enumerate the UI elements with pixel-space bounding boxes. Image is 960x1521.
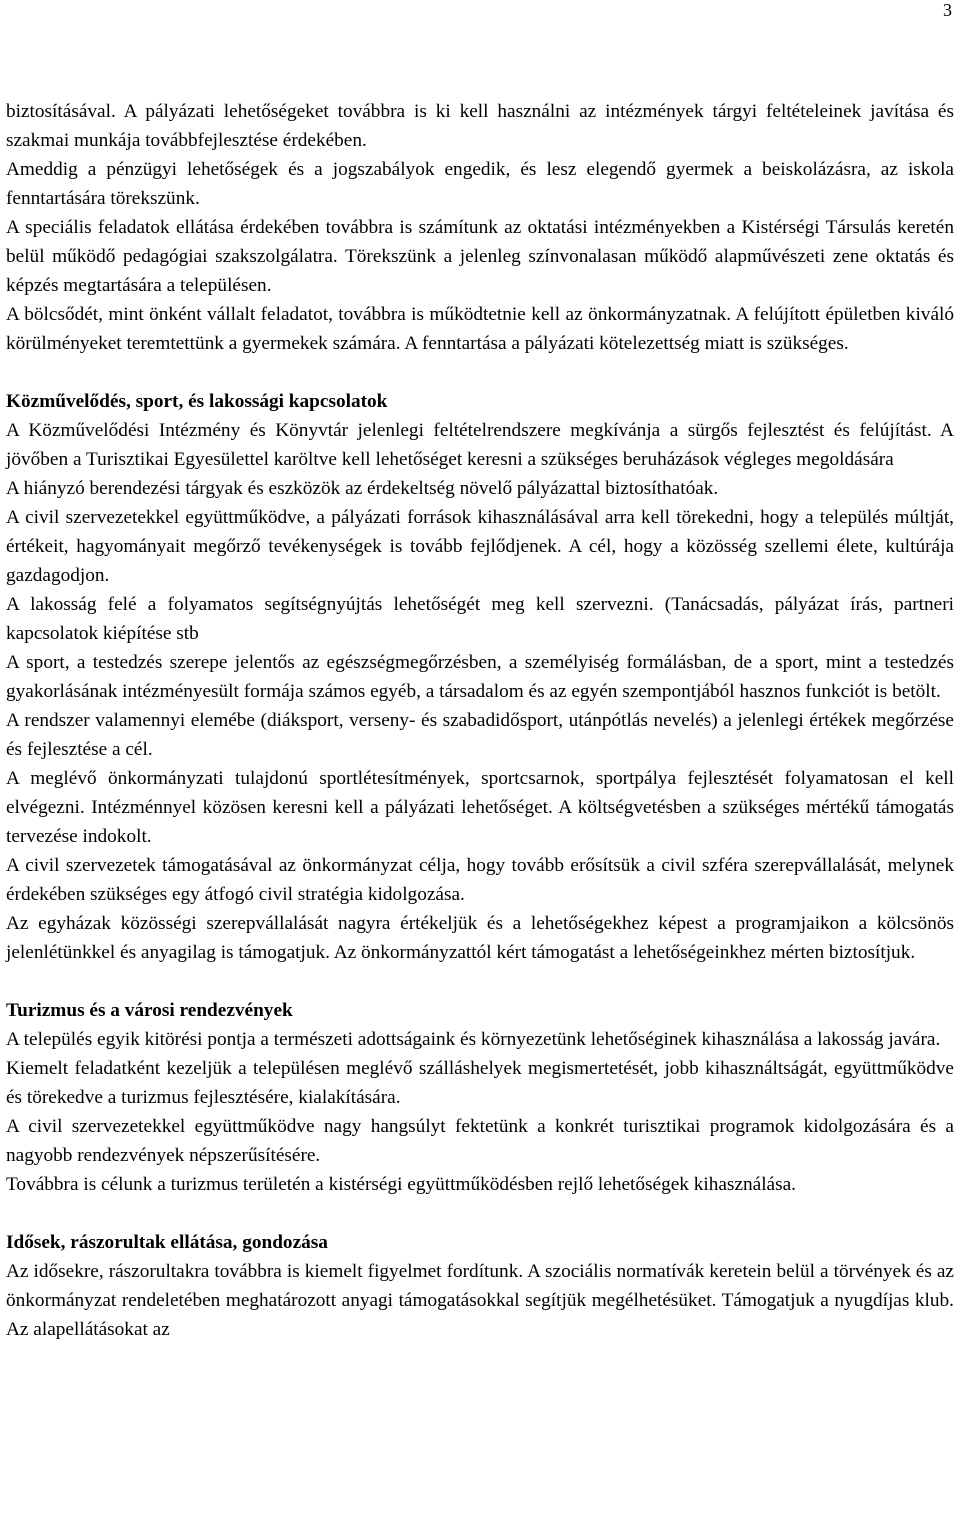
section-paragraph: Továbbra is célunk a turizmus területén a kistérségi együttműködésben rejlő lehetőségek kihasználása. <box>6 1174 796 1195</box>
section-paragraph: A civil szervezetekkel együttműködve, a pályázati források kihasználásával arra kell törekedni, hogy a település múltját, értékeit, hagyományait megőrző tevékenységek is tovább fejlődjenek. A cél, hogy a közösség szellemi élete, kultúrája gazdagodjon. <box>6 507 954 586</box>
section-paragraph: A Közművelődési Intézmény és Könyvtár jelenlegi feltételrendszere megkívánja a sürgős fejlesztést és felújítást. A jövőben a Turisztikai Egyesülettel karöltve kell lehetőséget keresni a szükséges beruházások végleges megoldására <box>6 420 954 470</box>
section-paragraph: A civil szervezetek támogatásával az önkormányzat célja, hogy tovább erősítsük a civil szféra szerepvállalását, melynek érdekében szükséges egy átfogó civil stratégia kidolgozása. <box>6 855 954 905</box>
page-number: 3 <box>943 0 952 20</box>
section-heading-idosek: Idősek, rászorultak ellátása, gondozása <box>6 1232 328 1253</box>
section-paragraph: A lakosság felé a folyamatos segítségnyújtás lehetőségét meg kell szervezni. (Tanácsadás, pályázat írás, partneri kapcsolatok kiépítése stb <box>6 594 954 644</box>
document-body <box>6 97 954 1344</box>
section-paragraph: A hiányzó berendezési tárgyak és eszközök az érdekeltség növelő pályázattal biztosíthatóak. <box>6 478 719 499</box>
intro-paragraph: A bölcsődét, mint önként vállalt feladatot, továbbra is működtetnie kell az önkormányzatnak. A felújított épületben kiváló körülményeket teremtettünk a gyermekek számára. A fenntartása a pályázati kötelezettség miatt is szükséges. <box>6 304 954 354</box>
section-paragraph: A civil szervezetekkel együttműködve nagy hangsúlyt fektetünk a konkrét turisztikai programok kidolgozására és a nagyobb rendezvények népszerűsítésére. <box>6 1116 954 1166</box>
section-paragraph: A sport, a testedzés szerepe jelentős az egészségmegőrzésben, a személyiség formálásban, de a sport, mint a testedzés gyakorlásának intézményesült formája számos egyéb, a társadalom és az egyén szempontjából hasznos funkciót is betölt. <box>6 652 954 702</box>
section-paragraph: Kiemelt feladatként kezeljük a településen meglévő szálláshelyek megismertetését, jobb kihasználtságát, együttműködve és törekedve a turizmus fejlesztésére, kialakítására. <box>6 1058 954 1108</box>
section-paragraph: Az egyházak közösségi szerepvállalását nagyra értékeljük és a lehetőségekhez képest a programjaikon a kölcsönös jelenlétünkkel és anyagilag is támogatjuk. Az önkormányzattól kért támogatást a lehetőségeinkhez mérten biztosítjuk. <box>6 913 954 963</box>
intro-paragraph: biztosításával. A pályázati lehetőségeket továbbra is ki kell használni az intézmények tárgyi feltételeinek javítása és szakmai munkája továbbfejlesztése érdekében. <box>6 101 954 151</box>
intro-paragraph: Ameddig a pénzügyi lehetőségek és a jogszabályok engedik, és lesz elegendő gyermek a beiskolázásra, az iskola fenntartására törekszünk. <box>6 159 954 209</box>
section-paragraph: A meglévő önkormányzati tulajdonú sportlétesítmények, sportcsarnok, sportpálya fejlesztését folyamatosan el kell elvégezni. Intézménnyel közösen keresni kell a pályázati lehetőséget. A költségvetésben a szükséges mértékű támogatás tervezése indokolt. <box>6 768 954 847</box>
section-paragraph: Az idősekre, rászorultakra továbbra is kiemelt figyelmet fordítunk. A szociális normatívák keretein belül a törvények és az önkormányzat rendeletében meghatározott anyagi támogatásokkal segítjük megélhetésüket. Támogatjuk a nyugdíjas klub. Az alapellátásokat az <box>6 1261 954 1340</box>
intro-paragraph: A speciális feladatok ellátása érdekében továbbra is számítunk az oktatási intézményekben a Kistérségi Társulás keretén belül működő pedagógiai szakszolgálatra. Törekszünk a jelenleg színvonalasan működő alapművészeti zene oktatás és képzés megtartására a településen. <box>6 217 954 296</box>
section-heading-turizmus: Turizmus és a városi rendezvények <box>6 1000 293 1021</box>
section-paragraph: A rendszer valamennyi elemébe (diáksport, verseny- és szabadidősport, utánpótlás nevelés) a jelenlegi értékek megőrzése és fejlesztése a cél. <box>6 710 954 760</box>
section-paragraph: A település egyik kitörési pontja a természeti adottságaink és környezetünk lehetőséginek kihasználása a lakosság javára. <box>6 1029 941 1050</box>
section-heading-kozmuvelodes: Közművelődés, sport, és lakossági kapcsolatok <box>6 391 388 412</box>
